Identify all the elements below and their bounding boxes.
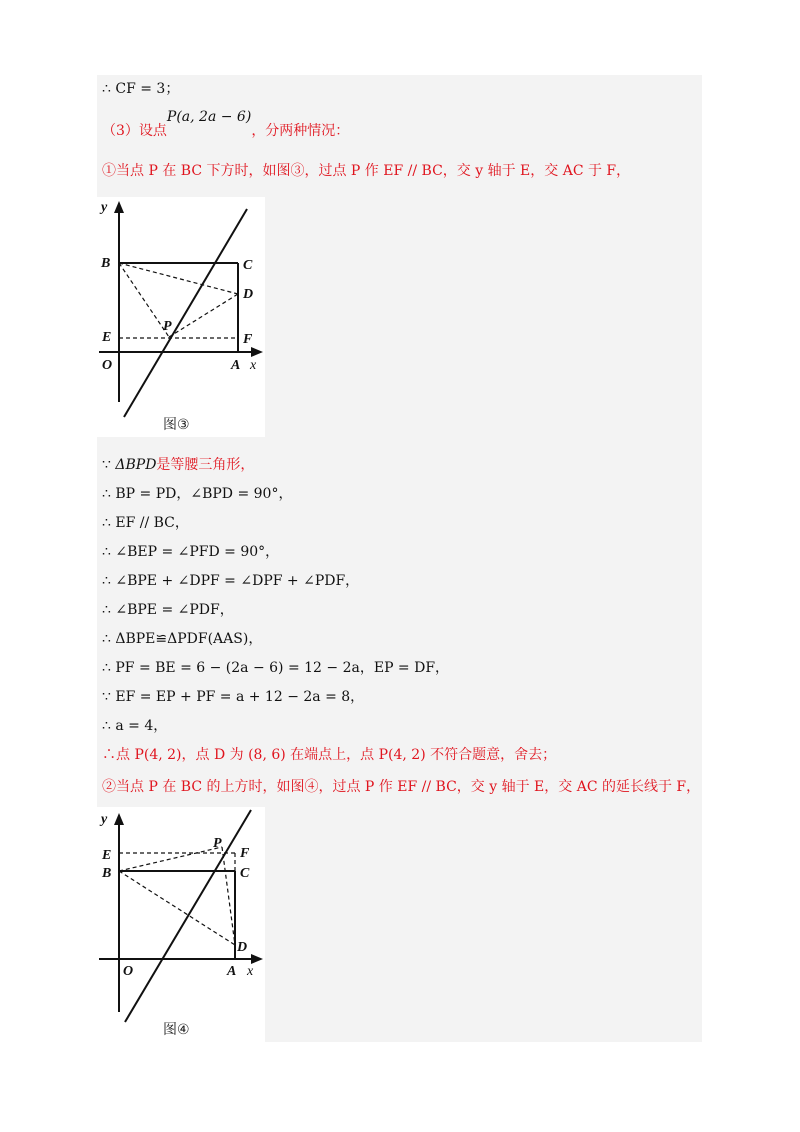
figure-4-caption: 图④ bbox=[163, 1022, 190, 1038]
case1-statement: ①当点 P 在 BC 下方时，如图③，过点 P 作 EF // BC，交 y 轴于 E，交 AC 于 F， bbox=[102, 163, 631, 179]
label-x: x bbox=[250, 358, 257, 373]
segment-bp bbox=[119, 847, 222, 871]
step-reject: ∴点 P(4, 2)，点 D 为 (8, 6) 在端点上，点 P(4, 2) 不符合题意，舍去； bbox=[102, 747, 557, 763]
label-b: B bbox=[101, 256, 111, 271]
label-f: F bbox=[240, 846, 250, 861]
label-f: F bbox=[243, 332, 253, 347]
figure-4-diagram bbox=[97, 807, 265, 1042]
line-l bbox=[124, 209, 247, 417]
step-isosceles bbox=[102, 456, 254, 474]
label-d: D bbox=[243, 287, 254, 302]
label-c: C bbox=[240, 866, 250, 881]
step-cf: ∴ CF = 3； bbox=[102, 81, 180, 97]
step-angle-equal: ∴ ∠BPE = ∠PDF， bbox=[102, 602, 234, 618]
label-o: O bbox=[123, 964, 134, 979]
step-pf-be: ∴ PF = BE = 6 − (2a − 6) = 12 − 2a，EP = DF， bbox=[102, 660, 450, 676]
figure-3-diagram bbox=[97, 197, 265, 437]
label-o: O bbox=[102, 358, 113, 373]
label-b: B bbox=[102, 866, 112, 881]
label-a: A bbox=[231, 358, 241, 373]
case2-statement: ②当点 P 在 BC 的上方时，如图④，过点 P 作 EF // BC，交 y 轴于 E，交 AC 的延长线于 F， bbox=[102, 779, 701, 795]
figure-3 bbox=[97, 197, 265, 437]
part3-label: （3）设点 bbox=[102, 123, 167, 139]
point-p-expression: P(a, 2a − 6) bbox=[166, 109, 252, 125]
label-d: D bbox=[237, 940, 248, 955]
y-axis-arrow bbox=[114, 813, 124, 825]
line-l bbox=[125, 810, 251, 1022]
step-angle-sum: ∴ ∠BPE + ∠DPF = ∠DPF + ∠PDF， bbox=[102, 573, 360, 589]
step-congruent: ∴ ΔBPE≌ΔPDF(AAS)， bbox=[102, 631, 263, 647]
isosceles-text: 是等腰三角形， bbox=[156, 457, 255, 473]
label-a: A bbox=[227, 964, 237, 979]
figure-4 bbox=[97, 807, 265, 1042]
segment-pd bbox=[222, 847, 235, 945]
label-y: y bbox=[101, 200, 108, 215]
label-e: E bbox=[102, 848, 112, 863]
part3-cases: ，分两种情况： bbox=[251, 123, 350, 139]
label-x: x bbox=[247, 964, 254, 979]
label-c: C bbox=[243, 258, 253, 273]
triangle-bpd: ΔBPD bbox=[115, 457, 157, 473]
x-axis-arrow bbox=[251, 347, 263, 357]
step-bp-pd: ∴ BP = PD，∠BPD = 90°， bbox=[102, 486, 293, 502]
figure-3-caption: 图③ bbox=[163, 417, 190, 433]
x-axis-arrow bbox=[251, 954, 263, 964]
label-e: E bbox=[102, 330, 112, 345]
because-symbol: ∵ bbox=[102, 457, 111, 473]
label-p: P bbox=[213, 836, 222, 851]
y-axis-arrow bbox=[114, 201, 124, 213]
step-ef-parallel: ∴ EF // BC， bbox=[102, 515, 189, 531]
segment-pd bbox=[169, 294, 238, 337]
step-part3 bbox=[102, 109, 350, 140]
step-right-angles: ∴ ∠BEP = ∠PFD = 90°， bbox=[102, 544, 280, 560]
step-ef-sum: ∵ EF = EP + PF = a + 12 − 2a = 8， bbox=[102, 689, 365, 705]
label-y: y bbox=[101, 812, 108, 827]
step-a-value: ∴ a = 4， bbox=[102, 718, 168, 734]
label-p: P bbox=[163, 319, 172, 334]
